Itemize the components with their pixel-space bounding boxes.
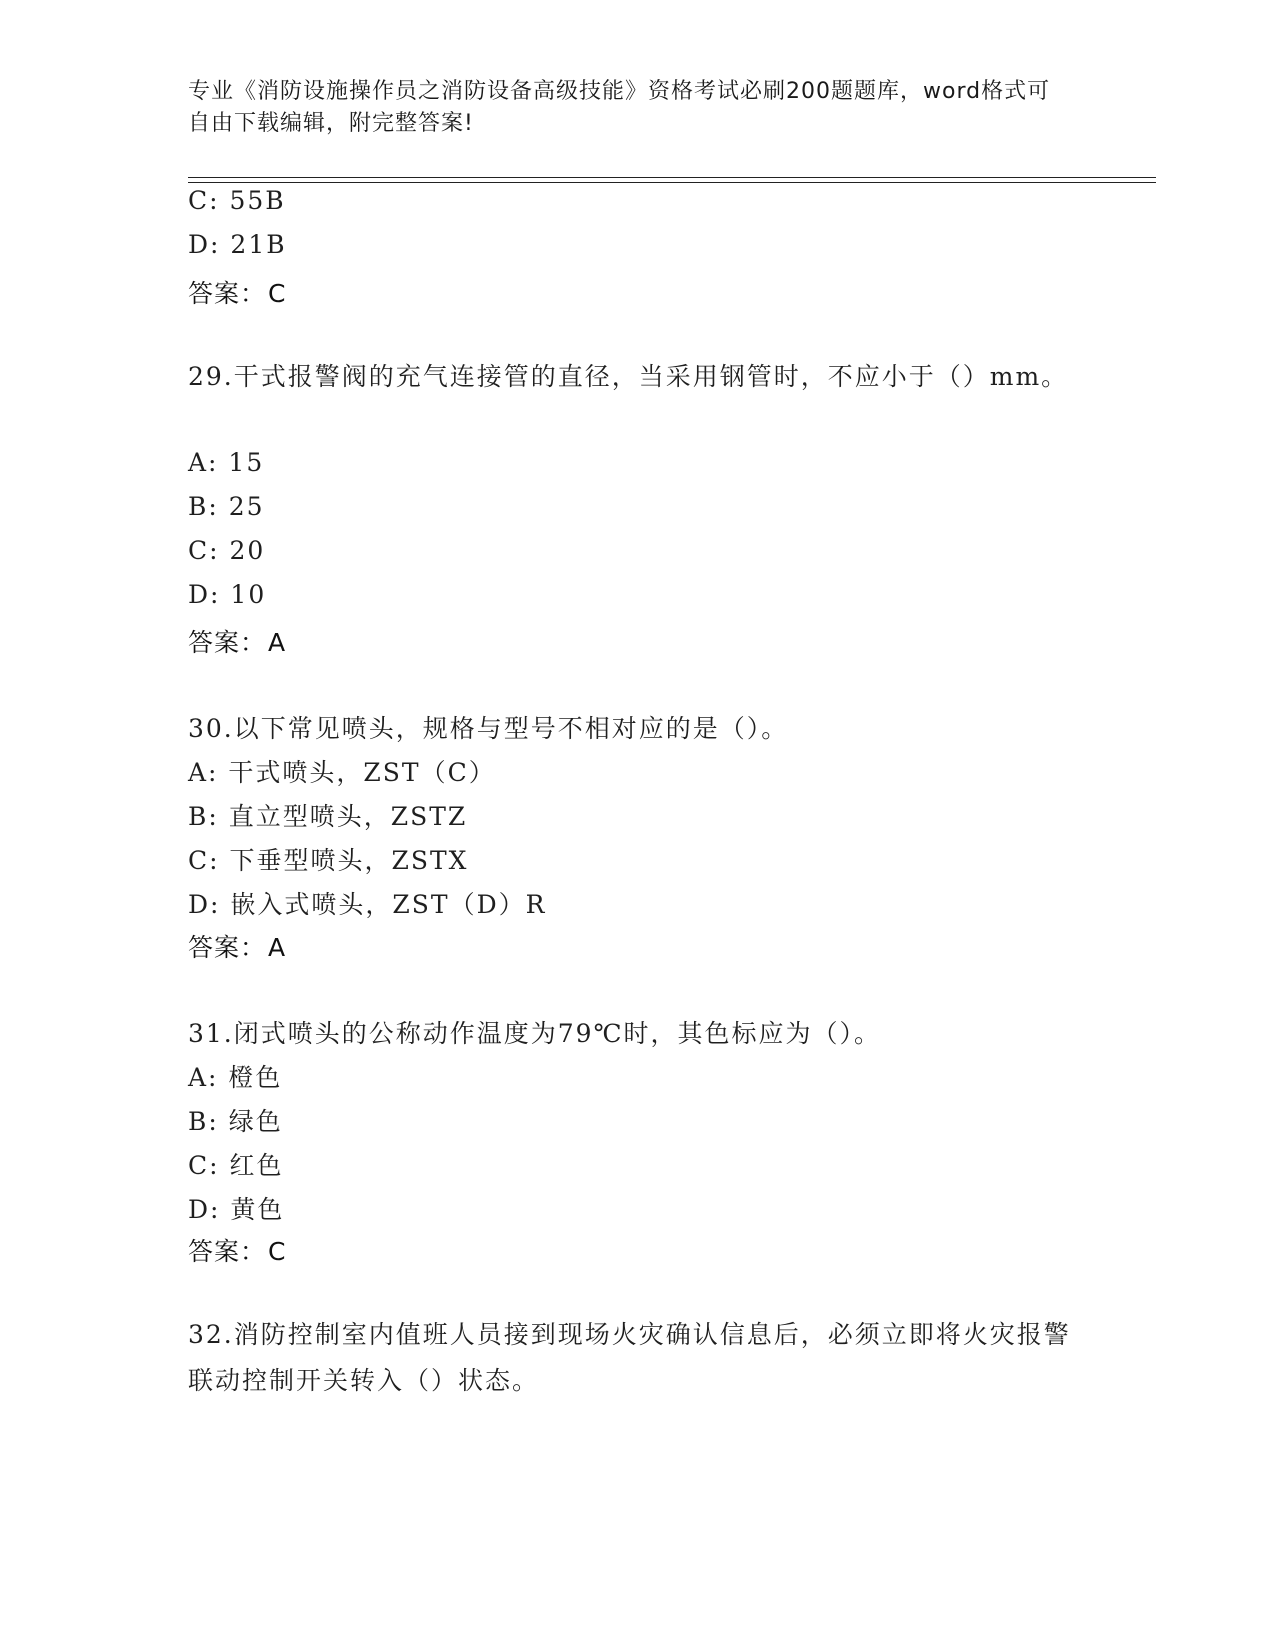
header-divider <box>188 177 1156 178</box>
answer-line <box>188 928 286 964</box>
answer-label: 答案： <box>188 1237 267 1266</box>
option-a: A: 橙色 <box>188 1063 283 1092</box>
option-c: C: 下垂型喷头，ZSTX <box>188 846 469 875</box>
option-c: C: 20 <box>188 536 266 565</box>
option-c: C: 红色 <box>188 1151 284 1180</box>
answer-line <box>188 1232 286 1268</box>
option-b: B: 绿色 <box>188 1107 283 1136</box>
document-header: 专业《消防设施操作员之消防设备高级技能》资格考试必刷200题题库，word格式可自由下载编辑，附完整答案! <box>188 79 1051 136</box>
option-b: B: 25 <box>188 492 265 521</box>
answer-label: 答案： <box>188 628 267 657</box>
answer-value: A <box>268 628 287 657</box>
option-a: A: 15 <box>188 448 265 477</box>
answer-value: C <box>268 1237 287 1266</box>
question-stem: 30.以下常见喷头，规格与型号不相对应的是（）。 <box>188 714 789 743</box>
answer-value: A <box>268 933 287 962</box>
answer-line <box>188 274 286 310</box>
question-stem: 32.消防控制室内值班人员接到现场火灾确认信息后，必须立即将火灾报警联动控制开关转入（）状态。 <box>188 1320 1071 1395</box>
option-a: A: 干式喷头，ZST（C） <box>188 758 496 787</box>
option-d: D: 嵌入式喷头，ZST（D）R <box>188 890 547 919</box>
option-b: B: 直立型喷头，ZSTZ <box>188 802 468 831</box>
answer-label: 答案： <box>188 279 267 308</box>
option-d: D: 10 <box>188 580 267 609</box>
option-c: C: 55B <box>188 186 286 215</box>
question-stem: 31.闭式喷头的公称动作温度为79℃时，其色标应为（）。 <box>188 1019 882 1048</box>
question-stem: 29.干式报警阀的充气连接管的直径，当采用钢管时，不应小于（）mm。 <box>188 362 1069 391</box>
answer-value: C <box>268 279 287 308</box>
option-d: D: 黄色 <box>188 1195 285 1224</box>
header-divider-double <box>188 182 1156 183</box>
answer-line <box>188 623 286 659</box>
option-d: D: 21B <box>188 230 287 259</box>
answer-label: 答案： <box>188 933 267 962</box>
